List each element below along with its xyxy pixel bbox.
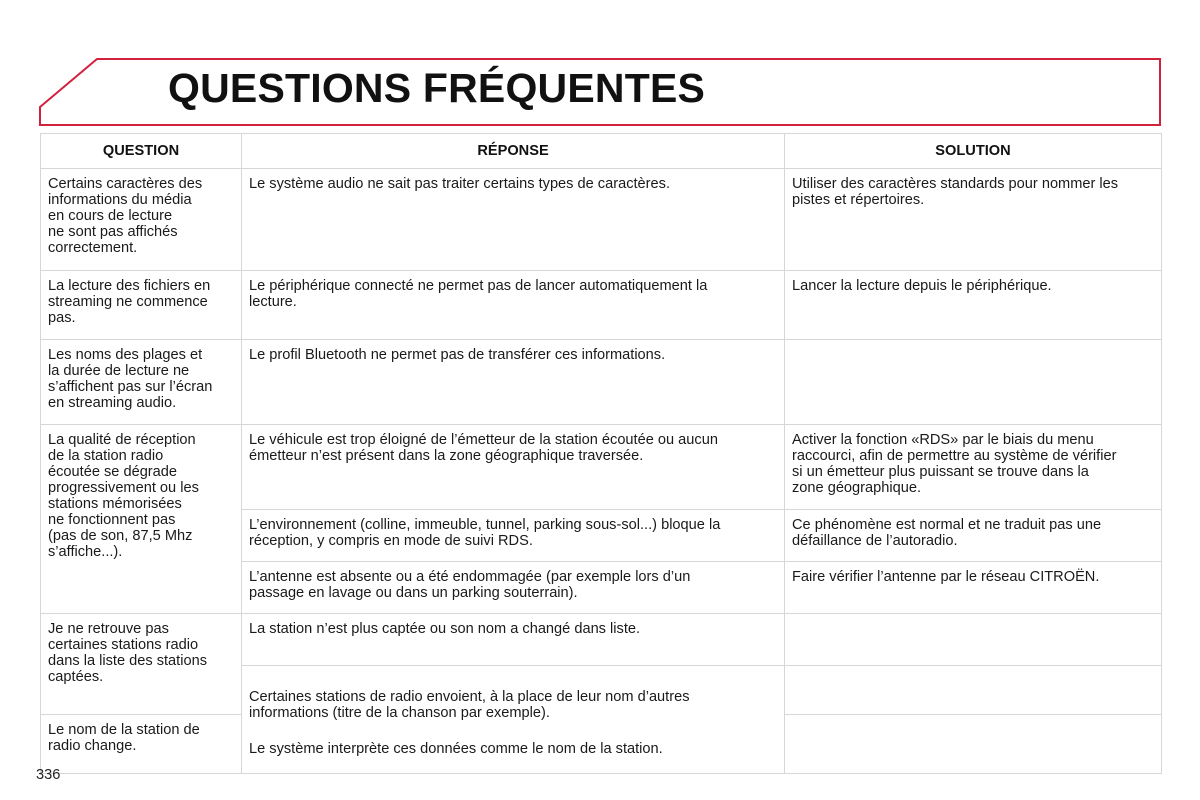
solution-cell: Faire vérifier l’antenne par le réseau CITROËN. bbox=[785, 562, 1162, 614]
table-row bbox=[41, 271, 1162, 340]
title-banner bbox=[0, 0, 1200, 135]
faq-table bbox=[40, 133, 1162, 774]
solution-cell: Ce phénomène est normal et ne traduit pas une défaillance de l’autoradio. bbox=[785, 510, 1162, 562]
question-cell: Certains caractères des informations du média en cours de lecture ne sont pas affichés correctement. bbox=[41, 169, 242, 271]
table-header-row bbox=[41, 134, 1162, 169]
question-cell: Je ne retrouve pas certaines stations radio dans la liste des stations captées. bbox=[41, 614, 242, 715]
table-row bbox=[41, 169, 1162, 271]
solution-cell: Lancer la lecture depuis le périphérique. bbox=[785, 271, 1162, 340]
reponse-text: Certaines stations de radio envoient, à la place de leur nom d’autres informations (titre de la chanson par exemple). bbox=[249, 689, 690, 721]
reponse-cell: L’environnement (colline, immeuble, tunnel, parking sous-sol...) bloque la réception, y compris en mode de suivi RDS. bbox=[242, 510, 785, 562]
reponse-cell-shared bbox=[242, 666, 785, 774]
reponse-cell: Le périphérique connecté ne permet pas de lancer automatiquement la lecture. bbox=[242, 271, 785, 340]
solution-cell bbox=[785, 714, 1162, 773]
reponse-cell: Le véhicule est trop éloigné de l’émetteur de la station écoutée ou aucun émetteur n’est présent dans la zone géographique traversée. bbox=[242, 425, 785, 510]
solution-cell bbox=[785, 614, 1162, 666]
reponse-cell: L’antenne est absente ou a été endommagée (par exemple lors d’un passage en lavage ou dans un parking souterrain). bbox=[242, 562, 785, 614]
page-number: 336 bbox=[36, 767, 61, 783]
solution-cell bbox=[785, 666, 1162, 715]
question-cell: Les noms des plages et la durée de lecture ne s’affichent pas sur l’écran en streaming audio. bbox=[41, 340, 242, 425]
reponse-text: Le système interprète ces données comme le nom de la station. bbox=[249, 741, 663, 757]
column-header-question: QUESTION bbox=[41, 134, 242, 169]
column-header-reponse: RÉPONSE bbox=[242, 134, 785, 169]
page-title: QUESTIONS FRÉQUENTES bbox=[168, 65, 706, 111]
table-row bbox=[41, 425, 1162, 510]
column-header-solution: SOLUTION bbox=[785, 134, 1162, 169]
reponse-cell: La station n’est plus captée ou son nom a changé dans liste. bbox=[242, 614, 785, 666]
question-cell: Le nom de la station de radio change. bbox=[41, 714, 242, 773]
question-cell: La lecture des fichiers en streaming ne commence pas. bbox=[41, 271, 242, 340]
solution-cell bbox=[785, 340, 1162, 425]
reponse-cell: Le profil Bluetooth ne permet pas de transférer ces informations. bbox=[242, 340, 785, 425]
table-row bbox=[41, 614, 1162, 666]
table-row bbox=[41, 340, 1162, 425]
question-cell: La qualité de réception de la station radio écoutée se dégrade progressivement ou les stations mémorisées ne fonctionnent pas (pas de son, 87,5 Mhz s’affiche...). bbox=[41, 425, 242, 614]
reponse-cell: Le système audio ne sait pas traiter certains types de caractères. bbox=[242, 169, 785, 271]
solution-cell: Activer la fonction «RDS» par le biais du menu raccourci, afin de permettre au système de vérifier si un émetteur plus puissant se trouve dans la zone géographique. bbox=[785, 425, 1162, 510]
solution-cell: Utiliser des caractères standards pour nommer les pistes et répertoires. bbox=[785, 169, 1162, 271]
